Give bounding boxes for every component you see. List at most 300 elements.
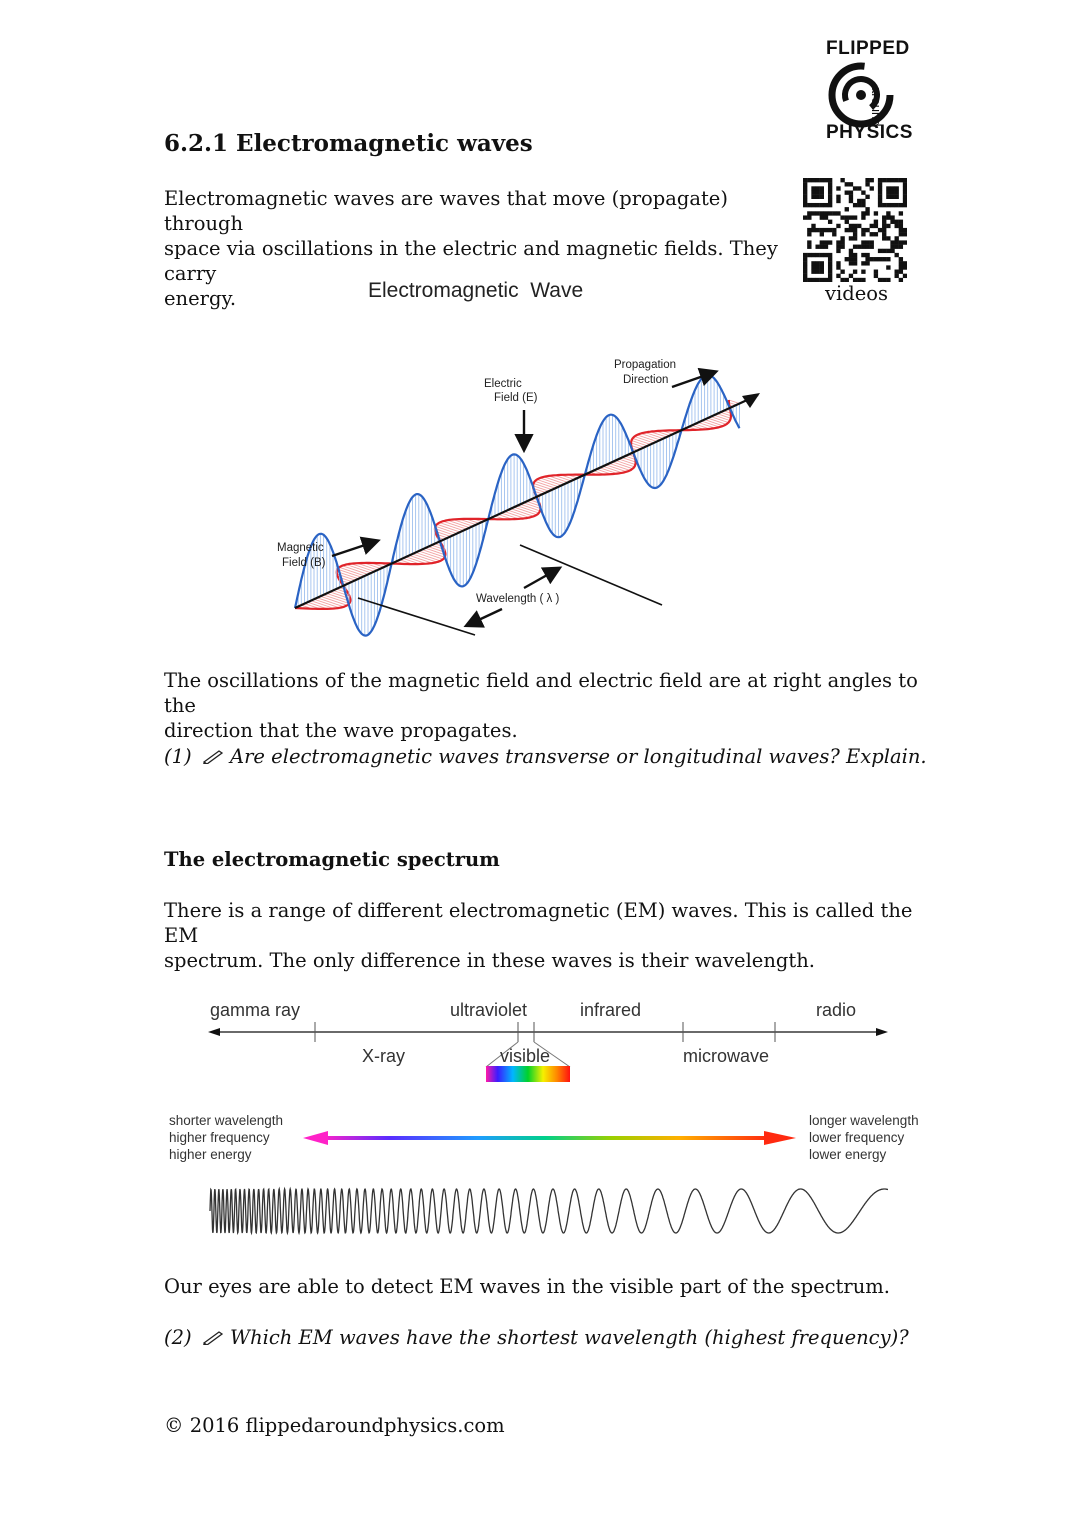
qr-module [849, 215, 853, 219]
qr-module [903, 178, 907, 182]
section-title: 6.2.1 Electromagnetic waves [164, 130, 533, 157]
magnetic-field-vector [717, 414, 730, 419]
qr-caption: videos [825, 282, 889, 305]
qr-module [845, 228, 849, 232]
label-microwave: microwave [683, 1046, 770, 1066]
qr-module [845, 257, 849, 261]
propagation-label: Direction [623, 374, 669, 386]
qr-module [899, 261, 903, 265]
qr-module [878, 228, 882, 232]
qr-module [895, 190, 899, 194]
qr-module [874, 224, 878, 228]
qr-module [807, 228, 811, 232]
qr-module [807, 240, 811, 244]
qr-module [899, 257, 903, 261]
qr-module [807, 232, 811, 236]
qr-module [890, 186, 894, 190]
qr-module [861, 228, 865, 232]
qr-module [861, 245, 865, 249]
qr-module [878, 249, 882, 253]
qr-module [865, 245, 869, 249]
qr-module [853, 215, 857, 219]
qr-module [853, 253, 857, 257]
qr-module [865, 228, 869, 232]
qr-module [865, 253, 869, 257]
qr-module [803, 257, 807, 261]
qr-module [886, 249, 890, 253]
qr-module [903, 199, 907, 203]
qr-module [882, 232, 886, 236]
qr-module [890, 203, 894, 207]
qr-module [824, 245, 828, 249]
qr-module [824, 240, 828, 244]
question-text: Which EM waves have the shortest wavelength (highest frequency)? [230, 1326, 909, 1349]
qr-module [870, 245, 874, 249]
em-spectrum-diagram [160, 990, 940, 1250]
qr-module [828, 261, 832, 265]
qr-module [865, 207, 869, 211]
magnetic-field-label: Field (B) [282, 557, 326, 569]
qr-module [861, 203, 865, 207]
qr-module [803, 261, 807, 265]
qr-module [820, 203, 824, 207]
wavelength-arrow-left [470, 609, 502, 624]
right-caption: lower frequency [809, 1130, 905, 1145]
qr-module [836, 186, 840, 190]
paragraph-line: spectrum. The only difference in these waves is their wavelength. [164, 949, 815, 972]
question-text: Are electromagnetic waves transverse or longitudinal waves? Explain. [230, 745, 927, 768]
qr-module [828, 178, 832, 182]
label-x-ray: X-ray [362, 1046, 406, 1066]
magnetic-field-vector [650, 432, 666, 437]
qr-module [828, 270, 832, 274]
qr-module [840, 236, 844, 240]
qr-module [824, 215, 828, 219]
qr-module [849, 199, 853, 203]
qr-module [895, 220, 899, 224]
qr-module [886, 224, 890, 228]
qr-module [807, 253, 811, 257]
qr-module [874, 270, 878, 274]
qr-module [870, 240, 874, 244]
qr-module [895, 178, 899, 182]
qr-module [820, 265, 824, 269]
qr-module [815, 203, 819, 207]
magnetic-field-vector [317, 598, 344, 607]
qr-module [828, 195, 832, 199]
label-radio: radio [816, 1000, 857, 1020]
qr-module [882, 249, 886, 253]
qr-module [811, 195, 815, 199]
qr-module [836, 211, 840, 215]
axis-arrowhead-left [208, 1028, 220, 1036]
qr-module [886, 215, 890, 219]
qr-module [820, 195, 824, 199]
qr-module [870, 232, 874, 236]
qr-module [811, 228, 815, 232]
logo-line2: PHYSICS [826, 122, 913, 143]
propagation-axis [295, 395, 758, 608]
qr-module [820, 240, 824, 244]
qr-module [878, 178, 882, 182]
qr-module [832, 232, 836, 236]
qr-module [882, 224, 886, 228]
wave-figure-title: Electromagnetic Wave [368, 279, 584, 302]
gradient-arrowhead-right [764, 1131, 796, 1145]
label-gamma-ray: gamma ray [210, 1000, 301, 1020]
qr-module [828, 240, 832, 244]
qr-module [803, 265, 807, 269]
qr-module [882, 203, 886, 207]
qr-module [849, 274, 853, 278]
qr-module [899, 224, 903, 228]
qr-module [903, 190, 907, 194]
qr-module [836, 274, 840, 278]
qr-module [890, 178, 894, 182]
magnetic-field-vector [320, 596, 347, 605]
visible-paragraph: Our eyes are able to detect EM waves in the visible part of the spectrum. [164, 1275, 890, 1298]
qr-module [828, 228, 832, 232]
qr-module [853, 228, 857, 232]
qr-module [811, 261, 815, 265]
qr-module [903, 203, 907, 207]
qr-module [861, 211, 865, 215]
qr-module [870, 186, 874, 190]
qr-module [820, 253, 824, 257]
qr-module [865, 240, 869, 244]
propagation-arrow [672, 373, 712, 387]
qr-module [886, 236, 890, 240]
qr-module [874, 211, 878, 215]
qr-module [824, 228, 828, 232]
qr-module [878, 186, 882, 190]
qr-module [895, 224, 899, 228]
qr-module [874, 274, 878, 278]
qr-module [849, 182, 853, 186]
qr-module [895, 186, 899, 190]
spectrum-paragraph [164, 898, 924, 973]
magnetic-field-vector [632, 441, 648, 446]
qr-module [836, 199, 840, 203]
qr-module [895, 253, 899, 257]
pencil-icon [202, 748, 224, 764]
qr-module [820, 261, 824, 265]
qr-module [803, 253, 807, 257]
qr-module [811, 224, 815, 228]
qr-module [820, 215, 824, 219]
qr-module [865, 211, 869, 215]
left-caption: higher frequency [169, 1130, 270, 1145]
qr-module [815, 253, 819, 257]
qr-module [820, 211, 824, 215]
qr-module [861, 232, 865, 236]
qr-module [895, 236, 899, 240]
qr-module [840, 178, 844, 182]
qr-module [849, 253, 853, 257]
qr-module [836, 261, 840, 265]
qr-module [803, 186, 807, 190]
qr-module [890, 215, 894, 219]
qr-module [807, 211, 811, 215]
qr-module [895, 270, 899, 274]
qr-module [899, 220, 903, 224]
magnetic-field-vector [619, 459, 636, 465]
qr-module [840, 245, 844, 249]
qr-module [811, 278, 815, 282]
qr-module [878, 190, 882, 194]
qr-module [820, 278, 824, 282]
qr-module [849, 261, 853, 265]
qr-module [820, 228, 824, 232]
qr-module [824, 211, 828, 215]
right-caption: longer wavelength [809, 1113, 919, 1128]
question-1 [164, 744, 927, 769]
propagation-label: Propagation [614, 359, 677, 371]
qr-module [878, 203, 882, 207]
electric-field-label: Electric [484, 378, 522, 390]
qr-module [853, 261, 857, 265]
qr-module [815, 186, 819, 190]
magnetic-field-vector [714, 415, 730, 420]
qr-module [836, 195, 840, 199]
qr-module [815, 228, 819, 232]
qr-module [890, 190, 894, 194]
qr-module [815, 190, 819, 194]
qr-module [815, 211, 819, 215]
qr-module [903, 182, 907, 186]
qr-module [845, 220, 849, 224]
qr-module [899, 203, 903, 207]
magnetic-field-vector [698, 423, 715, 429]
footer-copyright: © 2016 flippedaroundphysics.com [164, 1414, 505, 1437]
qr-code[interactable] [803, 178, 907, 282]
qr-module [849, 228, 853, 232]
qr-module [811, 190, 815, 194]
qr-module [820, 178, 824, 182]
qr-module [903, 195, 907, 199]
qr-module [836, 240, 840, 244]
qr-module [828, 190, 832, 194]
qr-module [840, 215, 844, 219]
paragraph-line: direction that the wave propagates. [164, 719, 518, 742]
qr-module [903, 274, 907, 278]
logo [820, 38, 920, 148]
qr-module [811, 203, 815, 207]
qr-module [903, 228, 907, 232]
qr-module [895, 240, 899, 244]
magnetic-field-vector [631, 443, 644, 447]
qr-module [815, 178, 819, 182]
qr-module [882, 236, 886, 240]
qr-module [899, 265, 903, 269]
qr-module [861, 261, 865, 265]
qr-module [815, 265, 819, 269]
qr-module [861, 270, 865, 274]
qr-module [820, 232, 824, 236]
qr-module [857, 199, 861, 203]
qr-module [886, 265, 890, 269]
qr-module [865, 261, 869, 265]
qr-module [815, 270, 819, 274]
qr-module [828, 211, 832, 215]
qr-module [845, 182, 849, 186]
paragraph-line: There is a range of different electromagnetic (EM) waves. This is called the EM [164, 899, 913, 947]
qr-module [815, 195, 819, 199]
qr-module [890, 220, 894, 224]
qr-module [803, 199, 807, 203]
qr-module [803, 178, 807, 182]
qr-module [882, 215, 886, 219]
qr-module [853, 232, 857, 236]
qr-module [878, 195, 882, 199]
qr-module [890, 195, 894, 199]
pencil-icon [202, 1329, 224, 1345]
qr-module [861, 253, 865, 257]
qr-module [886, 178, 890, 182]
qr-module [849, 249, 853, 253]
qr-module [803, 203, 807, 207]
label-visible: visible [500, 1046, 551, 1066]
qr-module [853, 203, 857, 207]
qr-module [903, 232, 907, 236]
qr-module [899, 211, 903, 215]
qr-module [836, 224, 840, 228]
question-2 [164, 1325, 909, 1350]
qr-module [824, 178, 828, 182]
qr-module [820, 245, 824, 249]
qr-module [903, 240, 907, 244]
intro-line: Electromagnetic waves are waves that move (propagate) through [164, 187, 728, 235]
qr-module [895, 195, 899, 199]
qr-module [828, 253, 832, 257]
qr-module [886, 203, 890, 207]
qr-module [807, 178, 811, 182]
qr-module [807, 215, 811, 219]
qr-module [828, 182, 832, 186]
qr-module [895, 203, 899, 207]
qr-module [899, 240, 903, 244]
qr-module [807, 245, 811, 249]
qr-module [853, 186, 857, 190]
qr-module [832, 228, 836, 232]
qr-module [815, 261, 819, 265]
magnetic-field-label: Magnetic [277, 542, 324, 554]
qr-module [870, 224, 874, 228]
qr-module [824, 203, 828, 207]
qr-module [820, 270, 824, 274]
transverse-paragraph [164, 668, 924, 743]
qr-module [878, 182, 882, 186]
qr-module [853, 257, 857, 261]
em-wave-diagram [270, 350, 780, 640]
qr-module [886, 257, 890, 261]
qr-module [803, 215, 807, 219]
qr-module [899, 178, 903, 182]
qr-module [811, 265, 815, 269]
qr-module [849, 190, 853, 194]
spectrum-heading: The electromagnetic spectrum [164, 848, 500, 871]
qr-module [828, 199, 832, 203]
qr-module [836, 249, 840, 253]
qr-module [803, 182, 807, 186]
qr-module [828, 265, 832, 269]
qr-module [828, 220, 832, 224]
qr-module [836, 245, 840, 249]
left-caption: higher energy [169, 1147, 252, 1162]
qr-module [803, 195, 807, 199]
qr-module [820, 190, 824, 194]
qr-module [861, 240, 865, 244]
qr-module [886, 211, 890, 215]
label-ultraviolet: ultraviolet [450, 1000, 528, 1020]
qr-module [895, 245, 899, 249]
magnetic-field-vector [622, 458, 636, 463]
qr-module [845, 190, 849, 194]
question-number: (2) [164, 1326, 192, 1349]
qr-module [903, 186, 907, 190]
wavelength-chirp-wave [210, 1189, 888, 1233]
qr-module [861, 215, 865, 219]
qr-module [853, 224, 857, 228]
qr-module [890, 249, 894, 253]
qr-module [811, 211, 815, 215]
qr-module [882, 220, 886, 224]
visible-spectrum-bar [486, 1066, 570, 1082]
qr-module [807, 278, 811, 282]
qr-module [882, 178, 886, 182]
qr-module [903, 265, 907, 269]
qr-module [803, 190, 807, 194]
qr-module [828, 203, 832, 207]
qr-module [828, 186, 832, 190]
spectrum-gradient-bar [322, 1136, 768, 1140]
intro-line: space via oscillations in the electric and magnetic fields. They carry [164, 237, 778, 285]
qr-module [836, 265, 840, 269]
qr-module [865, 195, 869, 199]
qr-module [811, 186, 815, 190]
qr-module [811, 253, 815, 257]
qr-module [895, 274, 899, 278]
qr-module [865, 257, 869, 261]
qr-module [899, 232, 903, 236]
paragraph-line: The oscillations of the magnetic field and electric field are at right angles to the [164, 669, 918, 717]
qr-module [870, 257, 874, 261]
qr-module [857, 245, 861, 249]
qr-module [890, 245, 894, 249]
qr-module [840, 240, 844, 244]
qr-module [824, 253, 828, 257]
qr-module [886, 195, 890, 199]
qr-module [865, 182, 869, 186]
qr-module [815, 245, 819, 249]
left-caption: shorter wavelength [169, 1113, 284, 1128]
qr-module [874, 220, 878, 224]
qr-module [865, 178, 869, 182]
qr-module [903, 261, 907, 265]
qr-module [890, 240, 894, 244]
magnetic-field-arrow [332, 542, 374, 556]
qr-module [899, 278, 903, 282]
axis-arrowhead-right [876, 1028, 888, 1036]
question-number: (1) [164, 745, 192, 768]
qr-module [845, 207, 849, 211]
qr-module [811, 178, 815, 182]
qr-module [828, 274, 832, 278]
qr-module [849, 236, 853, 240]
qr-module [853, 270, 857, 274]
wavelength-line [358, 598, 475, 635]
intro-line: energy. [164, 287, 237, 310]
